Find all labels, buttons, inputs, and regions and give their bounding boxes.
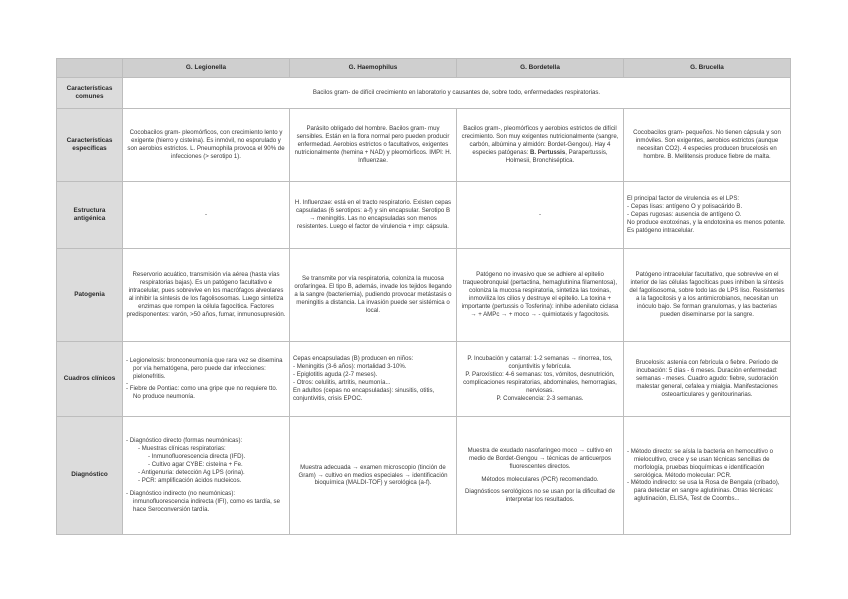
list-item: - Método directo: se aísla la bacteria en hemocultivo o mielocultivo, crece y se usan técnicas sencillas de morfología, pruebas bioquímicas e identificación serológica. Método molecular: PCR.: [627, 448, 787, 480]
legionella-clinical-list: [126, 357, 286, 402]
list-item: - Diagnóstico indirecto (no neumónicas): inmunofluorescencia indirecta (IFI), como es tardía, se hace Seroconversión tardía.: [126, 490, 286, 514]
cell-patogenia-bordetella: Patógeno no invasivo que se adhiere al epitelio traqueobronquial (pertactina, hemaglutinina filamentosa), coloniza la mucosa respiratoria, sintetiza las toxinas, inmoviliza los cilios y destruye el epitelio. La toxina + importante (pertussis o Tosferina): inhibe adenilato ciclasa → + AMPc → + moco → - quimiotaxis y fagocitosis.: [457, 249, 624, 342]
haemophilus-clinical-outro: En adultos (cepas no encapsuladas): sinusitis, otitis, conjuntivitis, crisis EPOC.: [293, 386, 435, 402]
brucella-lps-intro: El principal factor de virulencia es el LPS:: [627, 195, 740, 203]
cell-patogenia-legionella: Reservorio acuático, transmisión vía aérea (hasta vías respiratorias bajas). Es un patógeno facultativo e intracelular, pues sobrevive en los macrófagos alveolares al inhibir la síntesis de los fagolisosomas. Luego sintetiza enzimas que rompen la célula fagocítica. Factores predisponentes: varón, >50 años, fumar, inmunosupresión.: [123, 249, 290, 342]
row-label-cuadros: Cuadros clínicos: [57, 342, 123, 417]
bordetella-diag-pcr: Métodos moleculares (PCR) recomendado.: [481, 475, 599, 483]
cell-patogenia-haemophilus: Se transmite por vía respiratoria, coloniza la mucosa orofaríngea. El tipo B, además, invade los tejidos llegando a la sangre (bacteriemia), pudiendo provocar metástasis o meningitis a distancia. La invasión puede ser sistémica o local.: [290, 249, 457, 342]
row-label-diagnostico: Diagnóstico: [57, 417, 123, 535]
list-item: - Cepas rugosas: ausencia de antígeno O.: [627, 211, 787, 219]
bordetella-spec-text-end: , Parapertussis, Holmesii, Bronchiséptica.: [505, 148, 608, 164]
row-comunes: [57, 78, 791, 109]
cell-especificas-legionella: Cocobacilos gram- pleomórficos, con crecimiento lento y exigente (hierro y cisteína). Es inmóvil, no esporulado y son aerobios estrictos. L. Pneumophila provoca el 90% de infecciones (> serotipo 1).: [123, 109, 290, 182]
bordetella-diag-culture: Muestra de exudado nasofaríngeo moco → cultivo en medio de Bordet-Gengou → técnicas de anticuerpos fluorescentes directos.: [467, 446, 613, 470]
row-cuadros: [57, 342, 791, 417]
bordetella-diag-serology: Diagnósticos serológicos no se usan por la dificultad de interpretar los resultados.: [464, 488, 616, 504]
legionella-diag-subsublist: [148, 453, 286, 469]
brucella-strain-list: [627, 203, 787, 219]
bordetella-phase-incubation: P. Incubación y catarral: 1-2 semanas → rinorrea, tos, conjuntivitis y febrícula.: [467, 355, 613, 371]
list-item: - Epiglotitis aguda (2-7 meses).: [293, 371, 453, 379]
cell-diagnostico-brucella: [624, 417, 791, 535]
list-item: - Método indirecto: se usa la Rosa de Bengala (cribado), para detectar en sangre aglutininas. Otras técnicas: aglutinación, ELISA, Test de Coombs...: [627, 479, 787, 503]
row-especificas: [57, 109, 791, 182]
row-diagnostico: [57, 417, 791, 535]
header-legionella: G. Legionella: [123, 59, 290, 78]
list-item: - Antigenuria: detección Ag LPS (orina).: [138, 469, 286, 477]
header-brucella: G. Brucella: [624, 59, 791, 78]
row-estructura: [57, 182, 791, 249]
cell-cuadros-brucella: Brucelosis: astenia con febrícula o fiebre. Periodo de incubación: 5 días - 6 meses. Duración enfermedad: semanas - meses. Cuadro agudo: fiebre, sudoración malestar general, cefalea y mialgia. Manifestaciones osteoarticulares y genitourinarias.: [624, 342, 791, 417]
list-item: - Cultivo agar CYBE: cisteína + Fe.: [148, 461, 286, 469]
row-patogenia: [57, 249, 791, 342]
row-label-comunes: Características comunes: [57, 78, 123, 109]
brucella-diag-list: [627, 448, 787, 503]
cell-estructura-legionella: -: [123, 182, 290, 249]
cell-cuadros-bordetella: [457, 342, 624, 417]
row-label-especificas: Características específicas: [57, 109, 123, 182]
bordetella-phase-paroxysmal: P. Paroxístico: 4-6 semanas: tos, vómitos, desnutrición, complicaciones respiratorias, abdominales, hemorragias, nerviosas.: [463, 371, 617, 394]
cell-estructura-bordetella: -: [457, 182, 624, 249]
bordetella-phase-convalescence: P. Convalecencia: 2-3 semanas.: [496, 394, 584, 402]
haemophilus-clinical-intro: Cepas encapsuladas (B) producen en niños:: [293, 355, 414, 363]
bordetella-spec-text: Bacilos gram-, pleomórficos y aerobios estrictos de difícil crecimiento. Son muy exigentes nutricionalmente (sangre, carbón, albúmina y almidón: Bordet-Gengou). Hay 4 especies patógenas:: [461, 125, 619, 156]
header-bordetella: G. Bordetella: [457, 59, 624, 78]
list-item: - Otros: celulitis, artritis, neumonía...: [293, 379, 453, 387]
legionella-diag-list: [126, 437, 286, 445]
header-haemophilus: G. Haemophilus: [290, 59, 457, 78]
list-item: - PCR: amplificación ácidos nucleicos.: [138, 477, 286, 485]
list-item: - Meningitis (3-6 años): mortalidad 3-10%.: [293, 363, 453, 371]
list-item: - Fiebre de Pontiac: como una gripe que no requiere tto. No produce neumonía.: [126, 385, 286, 401]
brucella-lps-outro: No produce exotoxinas, y la endotoxina es menos potente. Es patógeno intracelular.: [627, 218, 786, 234]
legionella-diag-sublist-2: [138, 469, 286, 485]
cell-especificas-brucella: Cocobacilos gram- pequeños. No tienen cápsula y son inmóviles. Son exigentes, aerobios estrictos (aunque necesitan CO2). 4 especies producen brucelosis en hombre. B. Mellitensis produce fiebre de malta.: [624, 109, 791, 182]
list-item: - Inmunofluorescencia directa (IFD).: [148, 453, 286, 461]
cell-cuadros-legionella: [123, 342, 290, 417]
list-item: - Cepas lisas: antígeno O y polisacárido B.: [627, 203, 787, 211]
row-label-patogenia: Patogenia: [57, 249, 123, 342]
cell-comunes: Bacilos gram- de difícil crecimiento en laboratorio y causantes de, sobre todo, enfermedades respiratorias.: [123, 78, 791, 109]
comparison-table: [56, 58, 791, 535]
legionella-diag-sublist: [138, 445, 286, 453]
cell-diagnostico-legionella: [123, 417, 290, 535]
cell-cuadros-haemophilus: [290, 342, 457, 417]
legionella-diag-list-2: [126, 490, 286, 514]
haemophilus-clinical-list: [293, 363, 453, 387]
list-item: - Legionelosis: bronconeumonía que rara vez se disemina por vía hematógena, pero puede dar infecciones: pielonefritis.: [126, 357, 286, 381]
cell-diagnostico-bordetella: [457, 417, 624, 535]
comparison-table-wrapper: [56, 58, 790, 535]
list-item: - Diagnóstico directo (formas neumónicas):: [126, 437, 286, 445]
cell-especificas-haemophilus: Parásito obligado del hombre. Bacilos gram- muy sensibles. Están en la flora normal pero pueden producir enfermedad. Aerobios estrictos o facultativos, exigentes nutricionalmente (hemina + NAD) y pleomórficos. IMPI: H. Influenzae.: [290, 109, 457, 182]
cell-especificas-bordetella: [457, 109, 624, 182]
header-corner: [57, 59, 123, 78]
cell-estructura-brucella: [624, 182, 791, 249]
row-label-estructura: Estructura antigénica: [57, 182, 123, 249]
cell-diagnostico-haemophilus: Muestra adecuada → examen microscopio (tinción de Gram) → cultivo en medios especiales → identificación bioquímica (MALDI-TOF) y serológica (a-f).: [290, 417, 457, 535]
cell-estructura-haemophilus: H. Influenzae: está en el tracto respiratorio. Existen cepas capsuladas (6 serotipos: a-f) y sin encapsular. Serotipo B → meningitis. Las no encapsuladas son menos resistentes. Luego el factor de virulencia + imp: cápsula.: [290, 182, 457, 249]
header-row: [57, 59, 791, 78]
list-item: - Muestras clínicas respiratorias:: [138, 445, 286, 453]
cell-patogenia-brucella: Patógeno intracelular facultativo, que sobrevive en el interior de las células fagocíticas pues inhiben la síntesis del fagolisosoma, sobre todo las de LPS liso. Resistentes a la fagocitosis y a los antimicrobianos, necesitan un inóculo bajo. Se forman granulomas, y las bacterias pueden diseminarse por la sangre.: [624, 249, 791, 342]
bordetella-pertussis-highlight: B. Pertussis: [530, 148, 566, 156]
